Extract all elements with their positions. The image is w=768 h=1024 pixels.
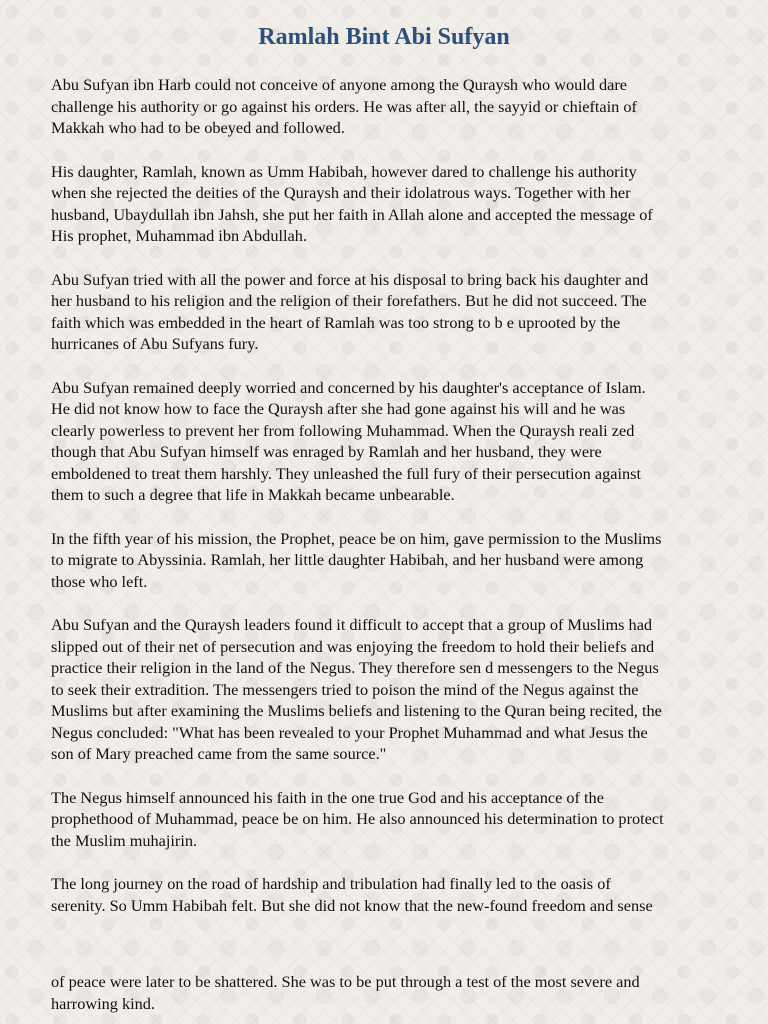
page-break	[51, 916, 721, 971]
text-line: The long journey on the road of hardship and tribulation had finally led to the oasis of	[51, 874, 611, 893]
text-line: husband, Ubaydullah ibn Jahsh, she put her faith in Allah alone and accepted the message of	[51, 204, 653, 224]
text-line: those who left.	[51, 571, 148, 591]
text-line: Negus concluded: "What has been revealed to your Prophet Muhammad and what Jesus the	[51, 722, 648, 742]
paragraph-6	[51, 614, 721, 765]
text-line: of peace were later to be shattered. She was to be put through a test of the most severe and	[51, 972, 640, 991]
paragraph-1	[51, 74, 721, 139]
text-line: The Negus himself announced his faith in the one true God and his acceptance of the	[51, 787, 604, 807]
text-line: to seek their extradition. The messengers tried to poison the mind of the Negus against the	[51, 679, 639, 699]
text-line: faith which was embedded in the heart of Ramlah was too strong to b e uprooted by the	[51, 312, 621, 332]
text-line: serenity. So Umm Habibah felt. But she did not know that the new-found freedom and sense	[51, 895, 653, 915]
text-line: slipped out of their net of persecution and was enjoying the freedom to hold their beliefs and	[51, 636, 655, 656]
paragraph-3	[51, 269, 721, 355]
text-line: Abu Sufyan ibn Harb could not conceive of anyone among the Quraysh who would dare	[51, 75, 628, 94]
paragraph-5	[51, 528, 721, 593]
text-line: His daughter, Ramlah, known as Umm Habibah, however dared to challenge his authority	[51, 161, 637, 181]
text-line: emboldened to treat them harshly. They unleashed the full fury of their persecution against	[51, 463, 642, 483]
text-line: hurricanes of Abu Sufyans fury.	[51, 334, 259, 353]
paragraph-2	[51, 161, 721, 247]
text-line: His prophet, Muhammad ibn Abdullah.	[51, 226, 307, 245]
text-line: the Muslim muhajirin.	[51, 830, 198, 850]
text-line: He did not know how to face the Quraysh after she had gone against his will and he was	[51, 399, 626, 418]
paragraph-8	[51, 873, 721, 916]
text-line: Makkah who had to be obeyed and followed.	[51, 118, 345, 137]
text-line: Abu Sufyan and the Quraysh leaders found it difficult to accept that a group of Muslims had	[51, 615, 653, 634]
text-line: harrowing kind.	[51, 993, 155, 1013]
text-line: her husband to his religion and the religion of their forefathers. But he did not succeed. The	[51, 291, 647, 310]
text-line: Abu Sufyan remained deeply worried and concerned by his daughter's acceptance of Islam.	[51, 377, 646, 397]
text-line: to migrate to Abyssinia. Ramlah, her little daughter Habibah, and her husband were among	[51, 550, 644, 569]
text-line: Muslims but after examining the Muslims beliefs and listening to the Quran being recited, the	[51, 701, 662, 720]
text-line: son of Mary preached came from the same source."	[51, 744, 387, 763]
page-title: Ramlah Bint Abi Sufyan	[258, 24, 510, 50]
text-line: Abu Sufyan tried with all the power and force at his disposal to bring back his daughter and	[51, 269, 649, 289]
paragraph-4	[51, 377, 721, 506]
paragraph-7	[51, 787, 721, 852]
paragraph-8-continued	[51, 971, 721, 1014]
article-body	[51, 74, 721, 1014]
text-line: In the fifth year of his mission, the Prophet, peace be on him, gave permission to the Muslims	[51, 528, 662, 548]
text-line: clearly powerless to prevent her from following Muhammad. When the Quraysh reali zed	[51, 420, 635, 440]
text-line: practice their religion in the land of the Negus. They therefore sen d messengers to the Negus	[51, 658, 659, 677]
text-line: when she rejected the deities of the Quraysh and their idolatrous ways. Together with her	[51, 183, 631, 202]
text-line: challenge his authority or go against his orders. He was after all, the sayyid or chieftain of	[51, 96, 637, 116]
text-line: prophethood of Muhammad, peace be on him. He also announced his determination to protect	[51, 809, 664, 828]
text-line: them to such a degree that life in Makkah became unbearable.	[51, 485, 455, 504]
text-line: though that Abu Sufyan himself was enraged by Ramlah and her husband, they were	[51, 442, 602, 461]
